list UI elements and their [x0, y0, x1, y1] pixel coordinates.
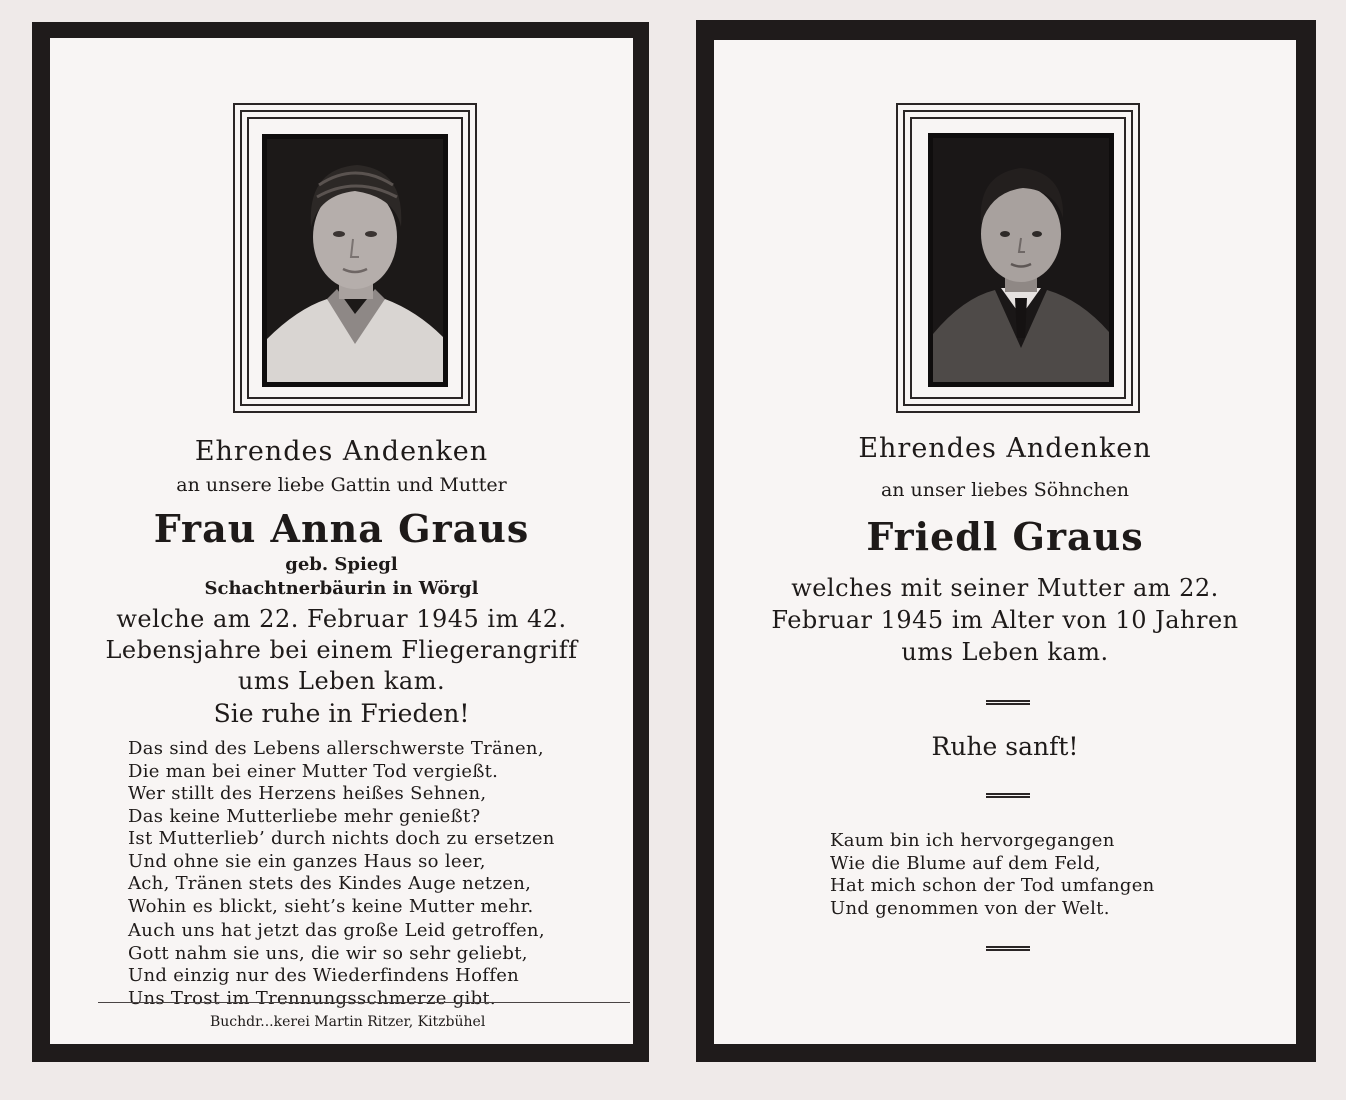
poem-line: Ach, Tränen stets des Kindes Auge netzen, [128, 873, 532, 894]
poem-stanza [128, 920, 545, 1010]
death-text-line: welches mit seiner Mutter am 22. [791, 574, 1219, 602]
divider-rule [98, 1002, 630, 1003]
card-heading: Ehrendes Andenken [194, 436, 489, 467]
boy-portrait-illustration [933, 138, 1109, 382]
poem-line: Wohin es blickt, sieht’s keine Mutter mehr. [128, 895, 534, 917]
deceased-name: Friedl Graus [866, 514, 1144, 559]
separator-double-line [986, 793, 1030, 798]
deceased-name: Frau Anna Graus [153, 506, 530, 551]
death-text-line: Lebensjahre bei einem Fliegerangriff [105, 636, 578, 664]
woman-portrait-illustration [267, 139, 443, 382]
poem-line: Und einzig nur des Wiederfindens Hoffen [128, 965, 520, 986]
death-text-line: ums Leben kam. [237, 667, 446, 695]
occupation-line: Schachtnerbäurin in Wörgl [204, 578, 479, 599]
separator-double-line [986, 700, 1030, 705]
poem-line: Ist Mutterlieb’ durch nichts doch zu ersetzen [128, 828, 555, 849]
poem-line: Und ohne sie ein ganzes Haus so leer, [128, 850, 486, 872]
poem-line: Uns Trost im Trennungsschmerze gibt. [128, 987, 496, 1009]
poem-line: Die man bei einer Mutter Tod vergießt. [128, 760, 499, 782]
portrait-frame [233, 103, 477, 413]
separator-double-line [986, 946, 1030, 951]
portrait-frame [896, 103, 1140, 413]
portrait-photo-woman [262, 134, 448, 387]
printer-imprint: Buchdr...kerei Martin Ritzer, Kitzbühel [210, 1014, 486, 1030]
farewell-line: Ruhe sanft! [931, 732, 1079, 761]
poem-line: Wie die Blume auf dem Feld, [830, 852, 1101, 874]
dedication-line: an unsere liebe Gattin und Mutter [176, 474, 507, 496]
poem-line: Das keine Mutterliebe mehr genießt? [128, 805, 481, 827]
poem-line: Wer stillt des Herzens heißes Sehnen, [128, 783, 487, 804]
poem-line: Auch uns hat jetzt das große Leid getroffen, [128, 920, 545, 941]
memorial-card-mother [32, 22, 649, 1062]
maiden-name: geb. Spiegl [285, 554, 398, 575]
death-text-line: Februar 1945 im Alter von 10 Jahren [771, 606, 1239, 634]
card-heading: Ehrendes Andenken [858, 433, 1152, 464]
poem-line: Das sind des Lebens allerschwerste Tränen, [128, 738, 544, 759]
poem-line: Hat mich schon der Tod umfangen [830, 875, 1155, 896]
farewell-line: Sie ruhe in Frieden! [213, 699, 470, 728]
poem-line: Kaum bin ich hervorgegangen [830, 830, 1115, 851]
death-text-line: welche am 22. Februar 1945 im 42. [116, 605, 567, 633]
poem-line: Gott nahm sie uns, die wir so sehr geliebt, [128, 942, 528, 964]
portrait-photo-boy [928, 133, 1114, 387]
poem-line: Und genommen von der Welt. [830, 897, 1110, 919]
dedication-line: an unser liebes Söhnchen [880, 479, 1130, 501]
poem-stanza [830, 830, 1155, 920]
death-text-line: ums Leben kam. [901, 638, 1109, 666]
memorial-card-son [696, 20, 1316, 1062]
poem-stanza [128, 738, 555, 918]
